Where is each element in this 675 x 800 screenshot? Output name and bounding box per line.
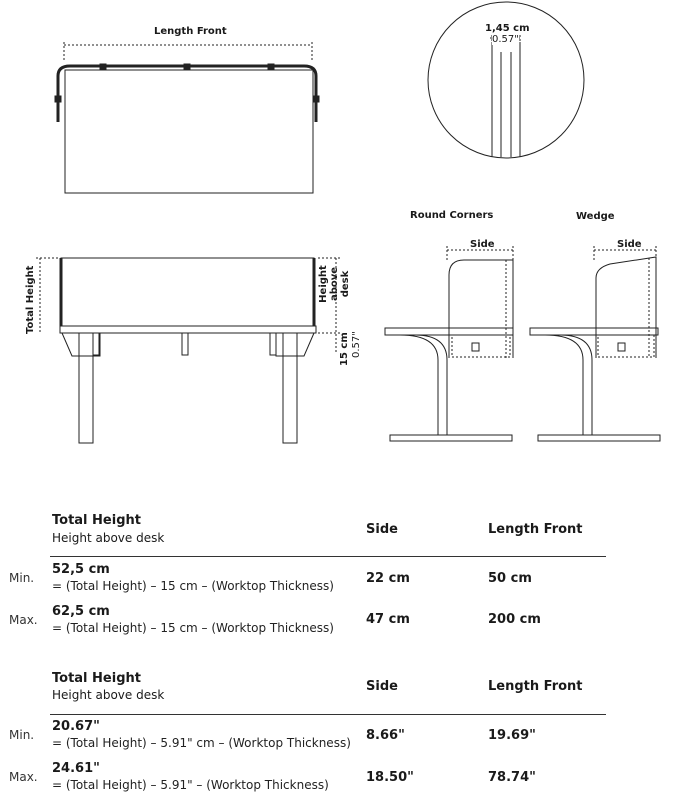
front-15cm-label: 15 cm [339,332,350,366]
front-057-label: 0.57" [351,331,362,358]
row-height-value: 20.67" [52,719,100,734]
row-length-value: 50 cm [488,571,532,586]
row-side-value: 18.50" [366,770,414,785]
row-height-value: 62,5 cm [52,604,110,619]
row-length-value: 78.74" [488,770,536,785]
row-label-min: Min. [9,728,35,742]
column-header-side: Side [366,522,398,537]
table-subtitle: Height above desk [52,531,165,545]
row-formula: = (Total Height) – 5.91" – (Worktop Thickness) [52,778,329,792]
table-rule [50,556,606,557]
column-header-side: Side [366,679,398,694]
row-formula: = (Total Height) – 15 cm – (Worktop Thickness) [52,621,334,635]
row-side-value: 22 cm [366,571,410,586]
table-title: Total Height [52,513,141,528]
row-formula: = (Total Height) – 5.91" cm – (Worktop Thickness) [52,736,351,750]
row-length-value: 19.69" [488,728,536,743]
column-header-length-front: Length Front [488,522,583,537]
round-corners-side-view [385,246,513,441]
table-subtitle: Height above desk [52,688,165,702]
top-view-drawing [55,42,319,193]
detail-thickness-cm: 1,45 cm [485,23,530,34]
row-formula: = (Total Height) – 15 cm – (Worktop Thickness) [52,579,334,593]
front-height-above-desk-label: Height above desk [318,265,351,303]
round-corners-title: Round Corners [410,210,494,221]
wedge-title: Wedge [576,211,615,222]
front-total-height-label: Total Height [25,265,36,334]
table-title: Total Height [52,671,141,686]
table-rule [50,714,606,715]
wedge-side-label: Side [617,239,642,250]
row-length-value: 200 cm [488,612,541,627]
column-header-length-front: Length Front [488,679,583,694]
row-label-max: Max. [9,770,38,784]
front-view-drawing [36,258,340,443]
row-height-value: 24.61" [52,761,100,776]
round-corners-side-label: Side [470,239,495,250]
row-side-value: 8.66" [366,728,405,743]
detail-thickness-in: 0.57" [492,34,519,45]
row-height-value: 52,5 cm [52,562,110,577]
row-label-max: Max. [9,613,38,627]
row-label-min: Min. [9,571,35,585]
top-view-length-label: Length Front [154,26,227,37]
wedge-side-view [530,246,660,441]
row-side-value: 47 cm [366,612,410,627]
